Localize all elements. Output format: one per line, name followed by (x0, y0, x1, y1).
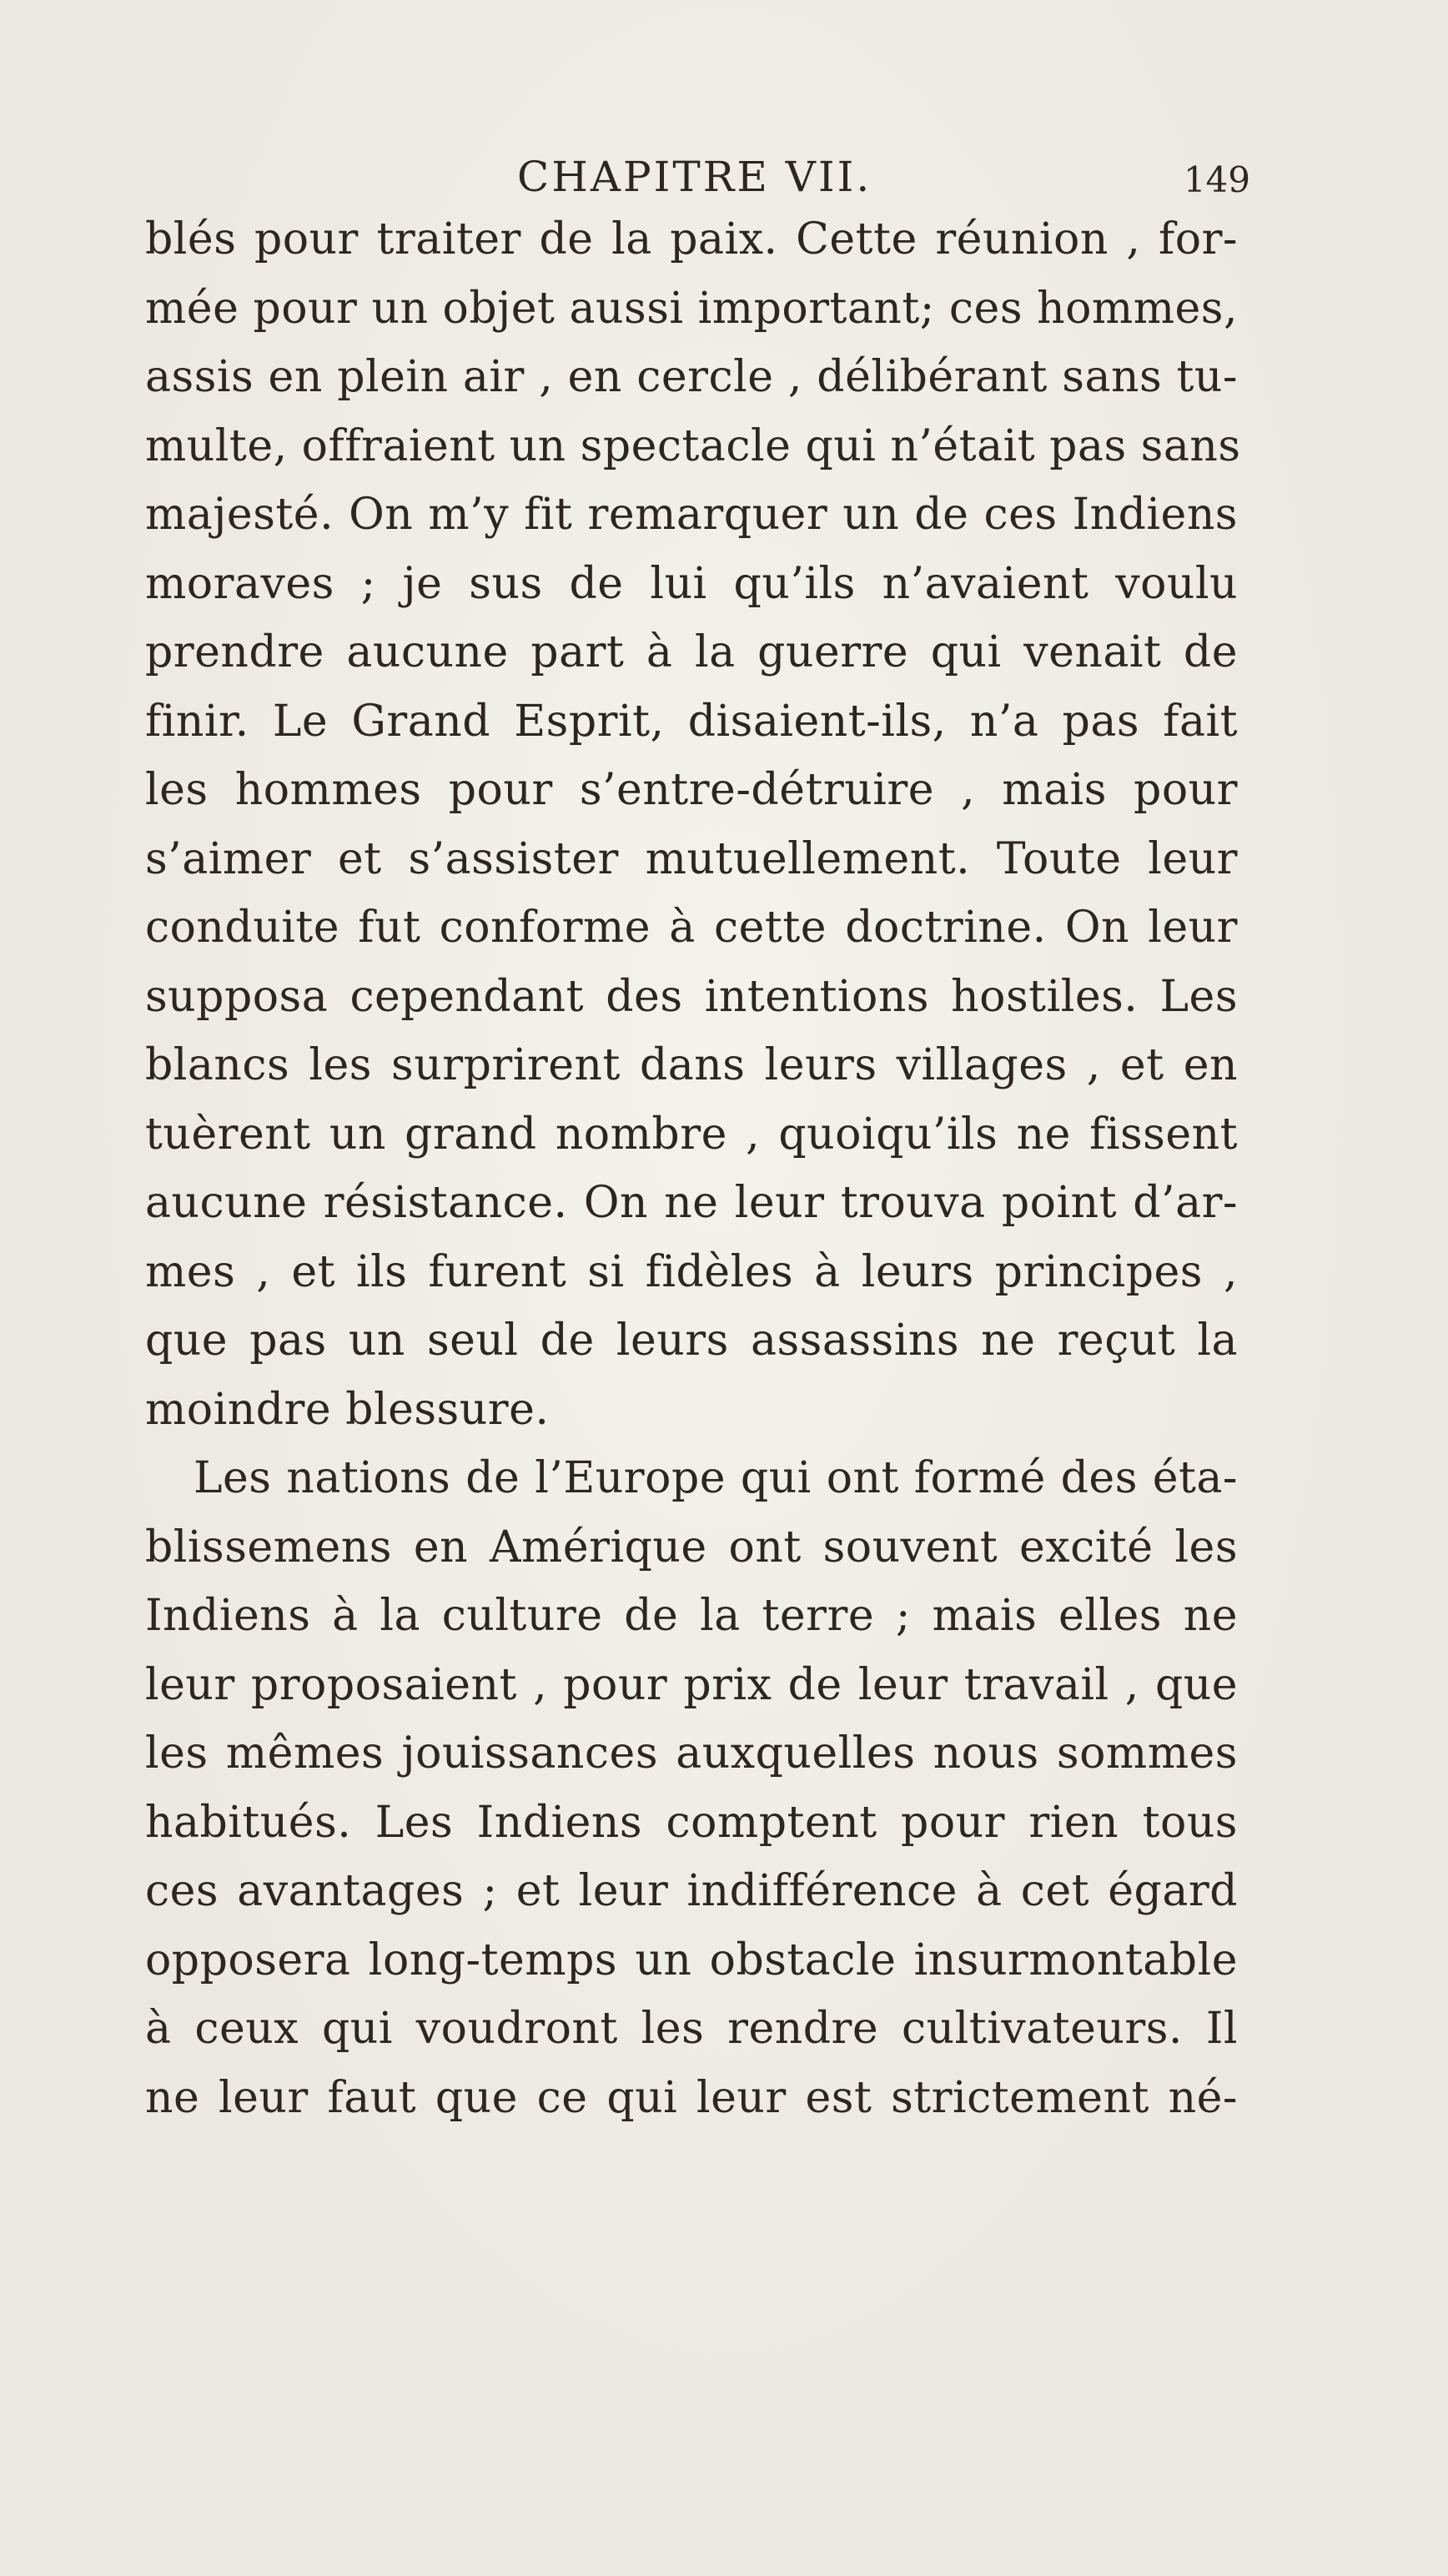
text-line: assis en plein air , en cercle , délibérant sans tu- (145, 352, 1238, 402)
text-line: multe, offraient un spectacle qui n’était pas sans (145, 420, 1241, 471)
text-line: que pas un seul de leurs assassins ne reçut la (145, 1316, 1238, 1366)
text-line: finir. Le Grand Esprit, disaient-ils, n’a pas fait (145, 696, 1238, 747)
text-line: ne leur faut que ce qui leur est strictement né- (145, 2072, 1238, 2123)
text-line: à ceux qui voudront les rendre cultivateurs. Il (145, 2004, 1238, 2054)
text-line: mes , et ils furent si fidèles à leurs principes , (145, 1246, 1238, 1297)
text-line: supposa cependant des intentions hostiles. Les (145, 971, 1238, 1022)
text-line: conduite fut conforme à cette doctrine. On leur (145, 903, 1238, 953)
text-line: leur proposaient , pour prix de leur travail , que (145, 1659, 1238, 1710)
paragraph-start-line: Les nations de l’Europe qui ont formé des éta- (194, 1453, 1238, 1503)
text-line: ces avantages ; et leur indifférence à cet égard (145, 1866, 1238, 1916)
text-line: moraves ; je sus de lui qu’ils n’avaient voulu (145, 558, 1238, 609)
text-line: s’aimer et s’assister mutuellement. Toute leur (145, 833, 1238, 884)
chapter-title: CHAPITRE VII. (517, 153, 872, 201)
text-line: majesté. On m’y fit remarquer un de ces Indiens (145, 490, 1238, 540)
page-number: 149 (1183, 159, 1250, 200)
text-line: mée pour un objet aussi important; ces hommes, (145, 283, 1238, 334)
text-line: blés pour traiter de la paix. Cette réunion , for- (145, 214, 1238, 264)
text-line: blissemens en Amérique ont souvent excité les (145, 1522, 1238, 1572)
text-line: habitués. Les Indiens comptent pour rien tous (145, 1797, 1238, 1848)
running-head (0, 152, 1448, 202)
text-line: aucune résistance. On ne leur trouva point d’ar- (145, 1178, 1238, 1228)
text-line: prendre aucune part à la guerre qui venait de (145, 627, 1238, 677)
body-text (145, 205, 1241, 2132)
text-line: blancs les surprirent dans leurs villages , et en (145, 1040, 1238, 1090)
text-line: Indiens à la culture de la terre ; mais elles ne (145, 1591, 1238, 1641)
text-line: les hommes pour s’entre-détruire , mais pour (145, 765, 1238, 815)
text-line: opposera long-temps un obstacle insurmontable (145, 1935, 1238, 1985)
text-line: les mêmes jouissances auxquelles nous sommes (145, 1728, 1238, 1779)
text-line: tuèrent un grand nombre , quoiqu’ils ne fissent (145, 1109, 1238, 1160)
paragraph-end-line: moindre blessure. (145, 1384, 550, 1435)
